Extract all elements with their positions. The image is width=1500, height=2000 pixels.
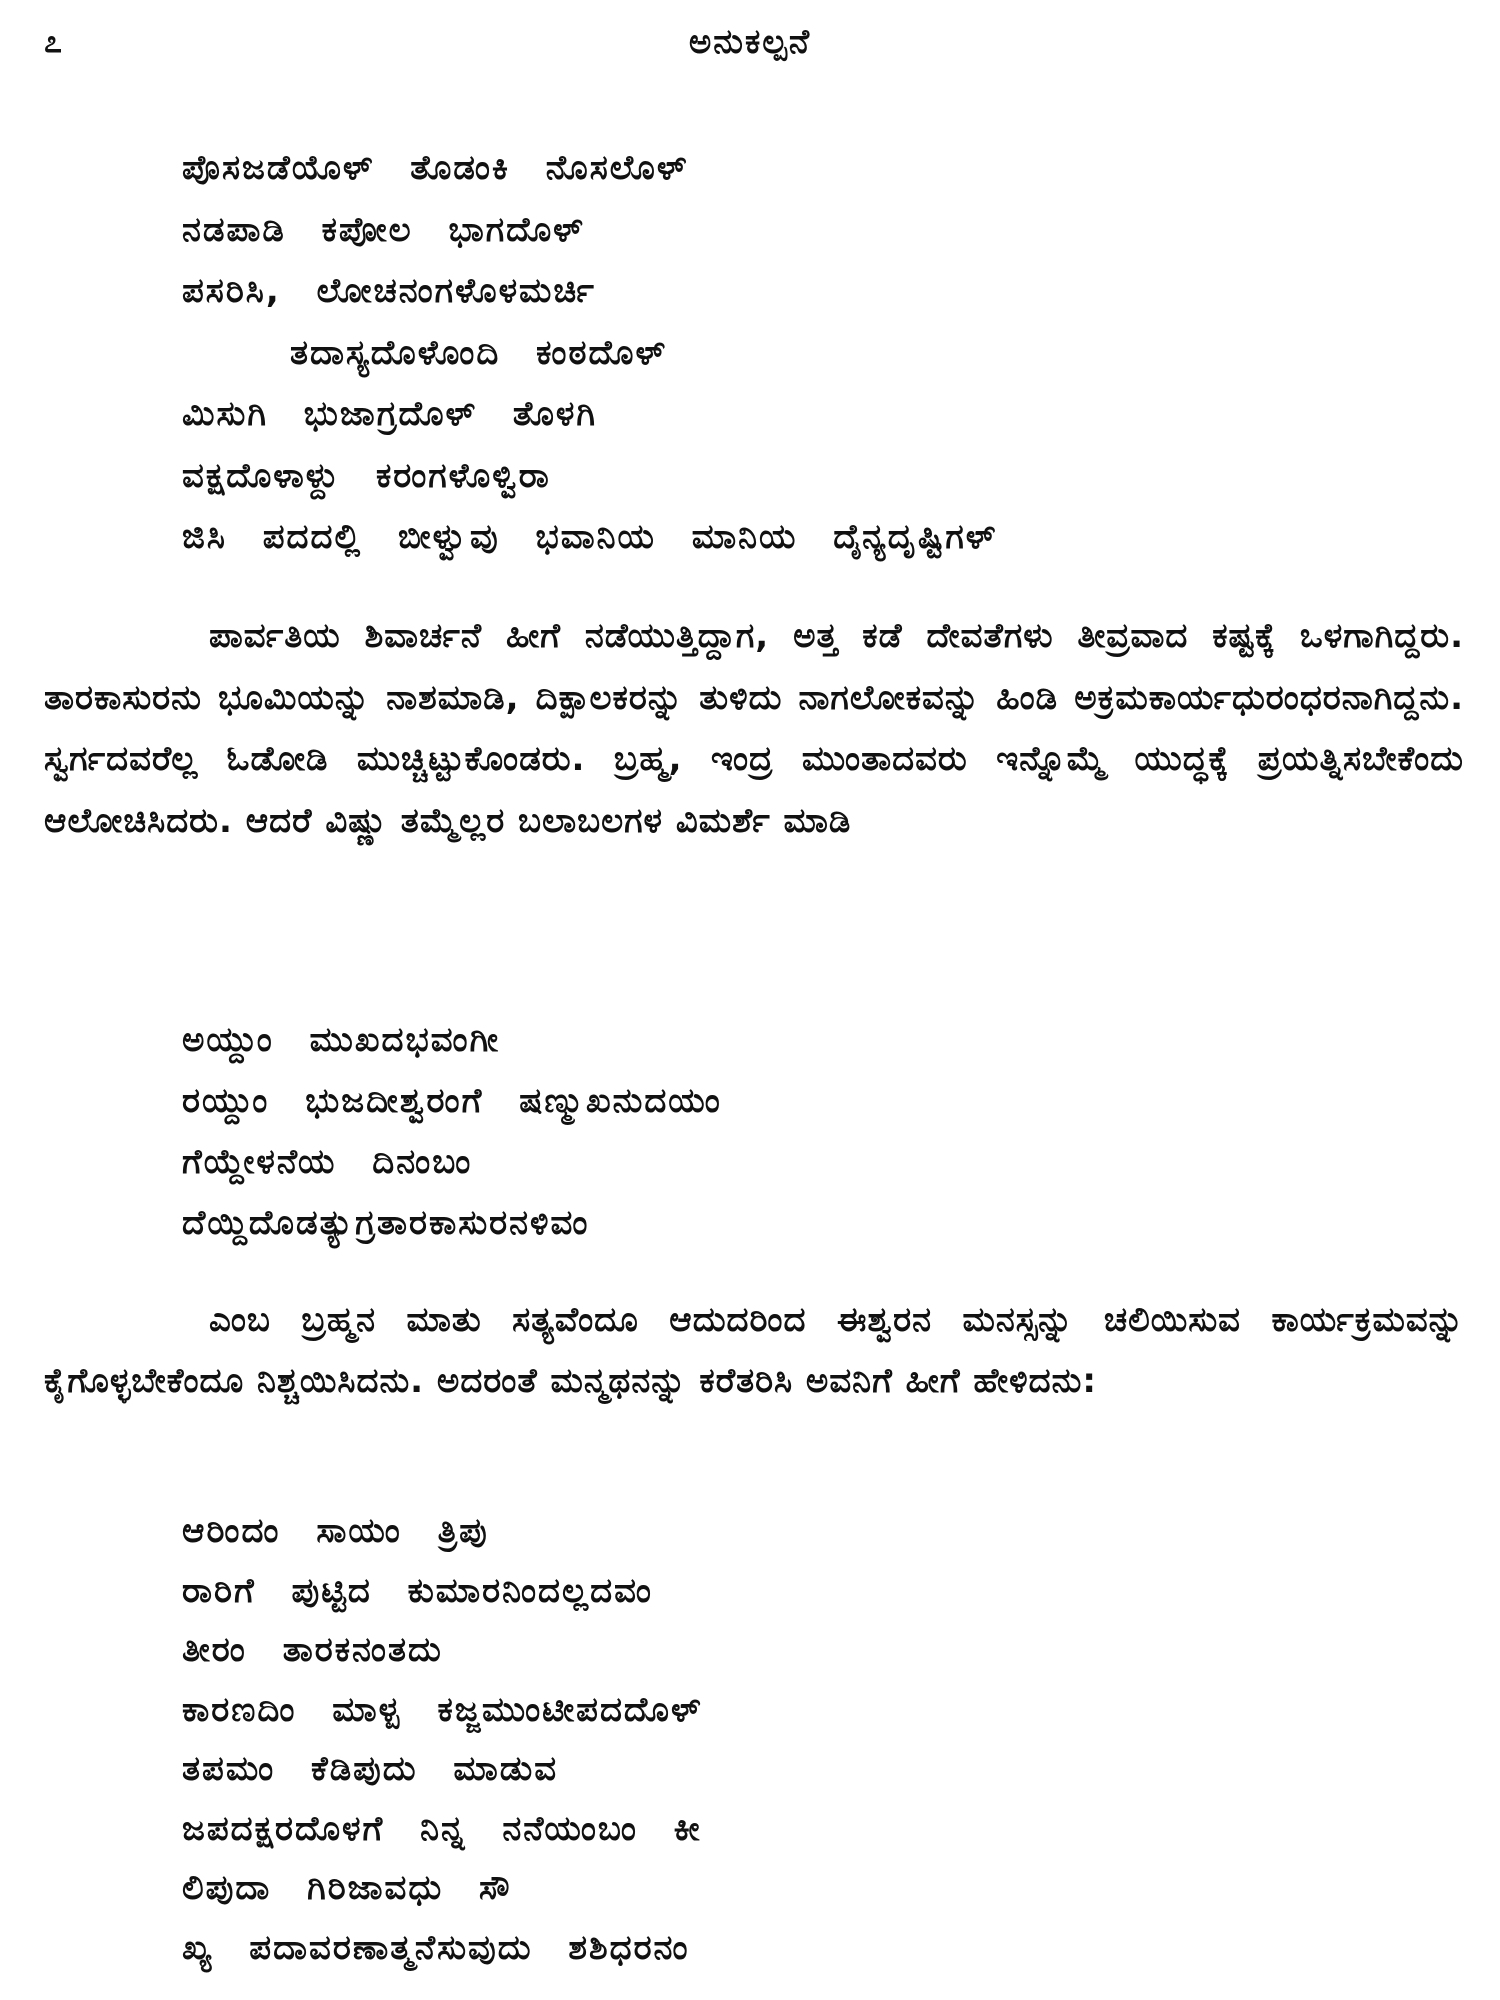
verse-line: ಜಪದಕ್ಷರದೊಳಗೆ ನಿನ್ನ ನನೆಯಂಬಂ ಕೀ	[182, 1808, 702, 1849]
verse-line: ಮಿಸುಗಿ ಭುಜಾಗ್ರದೊಳ್ ತೊಳಗಿ	[182, 394, 597, 434]
verse-block-1	[182, 138, 997, 569]
verse-line: ಆರಿಂದಂ ಸಾಯಂ ತ್ರಿಪು	[182, 1511, 489, 1551]
verse-line: ಜಿಸಿ ಪದದಲ್ಲಿ ಬೀಳ್ವುವು ಭವಾನಿಯ ಮಾನಿಯ ದೈನ್ಯದೃಷ್ಟಿಗಳ್	[182, 517, 998, 557]
verse-line: ಲಿಪುದಾ ಗಿರಿಜಾವಧು ಸೌ	[182, 1868, 512, 1908]
verse-line: ತೀರಂ ತಾರಕನಂತದು	[182, 1630, 443, 1670]
verse-line: ಖ್ಯ ಪದಾವರಣಾತ್ಮನೆಸುವುದು ಶಶಿಧರನಂ	[182, 1927, 690, 1968]
verse-line: ಪೊಸಜಡೆಯೊಳ್ ತೊಡಂಕಿ ನೊಸಲೊಳ್	[182, 148, 689, 188]
verse-line: ರಾರಿಗೆ ಪುಟ್ಟಿದ ಕುಮಾರನಿಂದಲ್ಲದವಂ	[182, 1570, 653, 1611]
prose-paragraph-2: ಎಂಬ ಬ್ರಹ್ಮನ ಮಾತು ಸತ್ಯವೆಂದೂ ಆದುದರಿಂದ ಈಶ್ವರನ ಮನಸ್ಸನ್ನು ಚಲಿಯಿಸುವ ಕಾರ್ಯಕ್ರಮವನ್ನು ಕೈಗೊಳ್ಳಬೇಕೆಂದೂ ನಿಶ್ಚಯಿಸಿದನು. ಅದರಂತೆ ಮನ್ಮಥನನ್ನು ಕರೆತರಿಸಿ ಅವನಿಗೆ ಹೀಗೆ ಹೇಳಿದನು:	[44, 1300, 1464, 1401]
verse-line: ದೆಯ್ದಿದೊಡತ್ಯುಗ್ರತಾರಕಾಸುರನಳಿವಂ	[182, 1203, 590, 1243]
page-number: ೭	[44, 22, 63, 60]
verse-line: ತಪಮಂ ಕೆಡಿಪುದು ಮಾಡುವ	[182, 1749, 559, 1789]
verse-line: ಅಯ್ದುಂ ಮುಖದಭವಂಗೀ	[182, 1020, 500, 1060]
verse-block-2	[182, 1010, 722, 1254]
verse-line: ವಕ್ಷದೊಳಾಳ್ದು ಕರಂಗಳೊಳ್ವಿರಾ	[182, 455, 551, 496]
verse-block-3	[182, 1502, 702, 1978]
verse-line: ನಡಪಾಡಿ ಕಪೋಲ ಭಾಗದೊಳ್	[182, 209, 585, 250]
verse-line: ರಯ್ದುಂ ಭುಜದೀಶ್ವರಂಗೆ ಷಣ್ಮುಖನುದಯಂ	[182, 1081, 722, 1121]
verse-line: ಪಸರಿಸಿ, ಲೋಚನಂಗಳೊಳಮರ್ಚಿ	[182, 271, 596, 311]
prose-paragraph-1: ಪಾರ್ವತಿಯ ಶಿವಾರ್ಚನೆ ಹೀಗೆ ನಡೆಯುತ್ತಿದ್ದಾಗ, ಅತ್ತ ಕಡೆ ದೇವತೆಗಳು ತೀವ್ರವಾದ ಕಷ್ಟಕ್ಕೆ ಒಳಗಾಗಿದ್ದರು. ತಾರಕಾಸುರನು ಭೂಮಿಯನ್ನು ನಾಶಮಾಡಿ, ದಿಕ್ಪಾಲಕರನ್ನು ತುಳಿದು ನಾಗಲೋಕವನ್ನು ಹಿಂಡಿ ಅಕ್ರಮಕಾರ್ಯಧುರಂಧರನಾಗಿದ್ದನು. ಸ್ವರ್ಗದವರೆಲ್ಲ ಓಡೋಡಿ ಮುಚ್ಚಿಟ್ಟುಕೊಂಡರು. ಬ್ರಹ್ಮ, ಇಂದ್ರ ಮುಂತಾದವರು ಇನ್ನೊಮ್ಮೆ ಯುದ್ಧಕ್ಕೆ ಪ್ರಯತ್ನಿಸಬೇಕೆಂದು ಆಲೋಚಿಸಿದರು. ಆದರೆ ವಿಷ್ಣು ತಮ್ಮೆಲ್ಲರ ಬಲಾಬಲಗಳ ವಿಮರ್ಶೆ ಮಾಡಿ	[44, 616, 1464, 841]
verse-line: ಗೆಯ್ದೇಳನೆಯ ದಿನಂಬಂ	[182, 1142, 473, 1182]
verse-line: ಕಾರಣದಿಂ ಮಾಳ್ಪ ಕಜ್ಜಮುಂಟೀಪದದೊಳ್	[182, 1689, 703, 1730]
verse-line: ತದಾಸ್ಯದೊಳೊಂದಿ ಕಂಠದೊಳ್	[290, 332, 667, 373]
running-head-title: ಅನುಕಲ್ಪನೆ	[688, 22, 812, 62]
